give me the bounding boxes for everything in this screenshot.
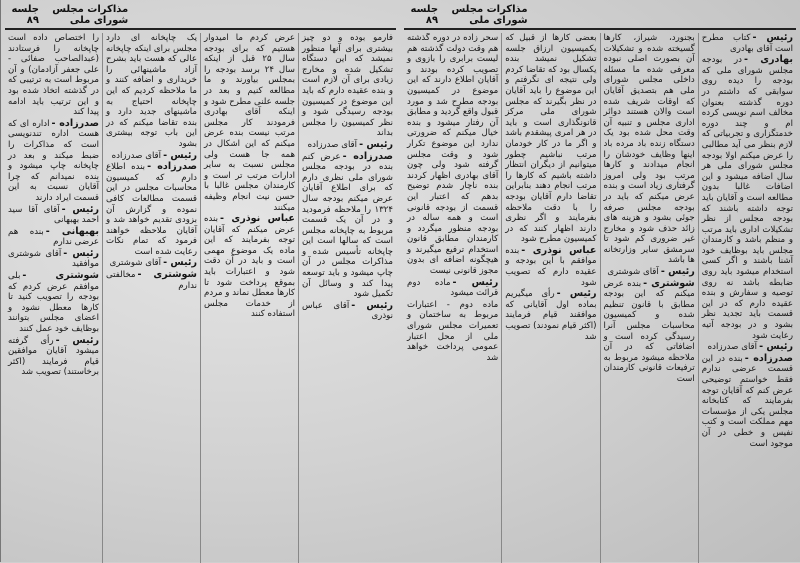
speech-text: رأی میگیریم بماده اول آقایانی که موافقند قیام فرمایند (اکثر قیام نمودند) تصویب شد (505, 289, 597, 342)
speaker-name: رئیس - (351, 299, 393, 311)
paragraph (505, 246, 596, 288)
paragraph (407, 300, 498, 364)
paragraph (106, 162, 197, 257)
paragraph (702, 342, 793, 353)
speech-text: در بودجه مجلس شورای ملی که بودجه را دیده روی سوابقی که داشتم در دوره گذشته بعنوان مخالف اسم نویسی کرده ام و چند دوره خدمتگزاری و تجربیاتی که لازم بنظر می آید مطالبی را عرض میکنم اولا بودجه مجلس شورای ملی هر سال اضافه میشود و این اضافات غالبا بدون مطالعه است و آقایان باید توجه داشته باشند که بودجه مجلس از نظر تشکیلات اداری باید مرتب و منظم باشد و کارمندان مجلس باید بوظایف خود آشنا باشند و اگر کسی استخدام میشود باید روی ضابطه باشد نه روی توصیه و سفارش و بنده عقیده دارم که در این قسمت باید تجدید نظر بشود و در بودجه آتیه رعایت شود (701, 55, 793, 341)
speech-text: فارمو بوده و دو چیز بیشتری برای آنها منظور نمیشد که این دستگاه تشکیل شده و مخارج زیادی برای آن لازم است و بنده عقیده دارم که باید این موضوع در کمیسیون بودجه رسیدگی شود و نظر کمیسیون را مجلس بداند (302, 33, 393, 139)
text-column (298, 33, 396, 563)
speaker-name: رئیس - (55, 334, 99, 346)
paragraph (505, 33, 596, 245)
text-column (600, 33, 698, 563)
publication-title: مذاکرات مجلس شورای ملی (451, 4, 528, 26)
speech-text: عرض کنم بنده در بودجه مجلس شورای ملی نظری دارم که برای اطلاع آقایان عرض میکنم بودجه سال ۱۳۲۴ را ملاحظه فرمودید و در آن یک قسمت مربوط به چاپخانه مجلس است که سالها است این چاپخانه تأسیس شده و مذاکرات مجلس در آن چاپ میشود و باید توسعه پیدا کند و وسائل آن تکمیل شود (302, 151, 393, 300)
speech-text: بنده در این قسمت عرضی ندارم فقط خواستم توضیحی عرض کنم که آقایان توجه بفرمایند که کتابخانه مجلس یکی از مؤسسات مهم مملکت است و کتب نفیس و خطی در آن موجود است (701, 353, 793, 449)
speaker-name: رئیس - (752, 33, 793, 43)
paragraph (604, 279, 695, 385)
paragraph (407, 33, 498, 277)
speaker-name: بهبهانی - (45, 225, 99, 237)
paragraph (702, 33, 793, 54)
speech-text: بلی موافقم عرض کردم که بودجه را تصویب کنید تا کارها معطل نشود و اعضای مجلس بتوانند بوظایف خود عمل کنند (8, 271, 99, 335)
text-column (698, 33, 796, 563)
session-number: جلسه ۸۹ (11, 4, 39, 26)
speech-text: بنده هم عرضی ندارم (8, 226, 99, 248)
speech-text: آقای شوشتری موافقید (8, 248, 99, 270)
paragraph (302, 140, 393, 151)
speech-text: آقای صدرزاده (111, 150, 162, 161)
speaker-name: رئیس - (61, 203, 99, 215)
paragraph (407, 278, 498, 299)
speech-text: بنده اطلاع دارم که کمیسیون محاسبات مجلس در این قسمت مطالعات کافی نموده و گزارش آن بزودی تقدیم خواهد شد و آقایان ملاحظه خواهند فرمود که تمام نکات رعایت شده است (106, 162, 197, 257)
speaker-name: رئیس - (359, 138, 393, 150)
page-header (404, 4, 796, 30)
paragraph (604, 33, 695, 266)
publication-title: مذاکرات مجلس شورای ملی (52, 4, 129, 26)
speech-text: بعضی کارها از قبیل که یکمیسیون ارزاق جلسه تشکیل نمیشد بنده یکسال بود که تقاضا کردم ولی نتیجه ای نگرفتم و این موضوع را باید آقایان در نظر بگیرند که مجلس شورای ملی مرکز قانونگذاری است و باید در هر امری پیشقدم باشد و اگر ما در کار خودمان مرتب نباشیم چطور میتوانیم از دیگران انتظار داشته باشیم که کارها را مرتب انجام دهند بنابراین تقاضا دارم آقایان بودجه را با دقت ملاحظه بفرمایند و اگر نظری دارند اظهار کنند که در کمیسیون مطرح شود (505, 33, 597, 245)
speaker-name: بهادری - (743, 54, 793, 66)
paragraph (302, 152, 393, 300)
speech-text: مخالفتی ندارم (106, 270, 197, 291)
page-number (528, 0, 790, 26)
paragraph (8, 249, 99, 270)
speech-text: آقای صدرزاده (707, 342, 758, 353)
speaker-name: رئیس - (163, 257, 197, 269)
session-number: جلسه ۸۹ (410, 4, 439, 26)
speaker-name: صدرزاده - (744, 352, 793, 364)
speaker-name: شوشتری - (643, 277, 695, 289)
speaker-name: رئیس - (163, 149, 197, 161)
paragraph (106, 33, 197, 150)
paragraph (604, 267, 695, 278)
paragraph (8, 33, 99, 118)
text-column (200, 33, 298, 563)
right-page (400, 0, 800, 562)
speaker-name: رئیس - (660, 266, 695, 278)
paragraph (106, 151, 197, 162)
speaker-name: رئیس - (556, 288, 597, 300)
page-header (5, 4, 396, 30)
left-page (0, 0, 400, 562)
paragraph (8, 205, 99, 226)
speech-text: را اختصاص داده است چاپخانه را فرستادند (عبدالصاحب صفائی - علی جعفر آزادمان) و آن مربوط است به ترتیبی که در گذشته اتخاذ شده بود و این ترتیب باید ادامه پیدا کند (8, 33, 99, 118)
paragraph (302, 33, 393, 139)
page-number (128, 0, 390, 26)
speaker-name: شوشتری - (137, 269, 197, 281)
text-column (501, 33, 599, 563)
paragraph (505, 289, 596, 342)
text-column (102, 33, 200, 563)
speech-text: آقای آقا سید احمد بهبهانی (8, 204, 99, 226)
speaker-name: شوشتری - (22, 270, 99, 282)
text-columns (404, 33, 796, 563)
speech-text: عرض کردم ما امیدوار هستیم که برای بودجه سال ۲۵ قبل از اینکه سال ۲۴ برسد بودجه را بمجلس بیاورند و ما مطالعه کنیم و بعد در جلسه علنی مطرح شود و اینکه آقای بهادری فرمودند کار مجلس مرتب نیست بنده عرض میکنم که این اشکال در همه جا هست ولی مجلس نسبت به سایر ادارات مرتب تر است و کارمندان مجلس غالبا با حسن نیت انجام وظیفه میکنند (204, 33, 296, 213)
speaker-name: رئیس - (759, 341, 793, 353)
speaker-name: عباس نوذری - (521, 244, 597, 256)
speech-text: آقای صدرزاده (307, 139, 358, 150)
text-column (404, 33, 501, 563)
speaker-name: رئیس - (63, 247, 99, 259)
speech-text: یک چاپخانه ای دارد مجلس برای اینکه چاپخانه عالی که هست باید بشرح آزاد ماشینهائی را خریداری و اضافه کنند و ما ملاحظه کردیم که این چاپخانه احتیاج به ماشینهای جدید دارد و بنده تقاضا میکنم که در این باب توجه بیشتری بشود (106, 33, 197, 149)
paragraph (8, 271, 99, 335)
text-column (5, 33, 102, 563)
speech-text: بنده عرض میکنم که این بودجه مطابق با قانون تنظیم شده و کمیسیون محاسبات مجلس آنرا رسیدگی کرده است و اضافاتی که در آن ملاحظه میشود مربوط به ترفیعات قانونی کارمندان است (603, 278, 695, 384)
speech-text: ماده دوم قرائت میشود (407, 277, 499, 299)
speech-text: بنده موافقم با این بودجه و عقیده دارم که تصویب شود (505, 245, 597, 288)
speech-text: کتاب مطرح است آقای بهادری (701, 33, 793, 54)
speech-text: رأی گرفته میشود آقایان موافقین قیام فرمایند (اکثر برخاستند) تصویب شد (8, 335, 99, 378)
speaker-name: عباس نوذری - (220, 213, 295, 225)
paragraph (302, 301, 393, 322)
speaker-name: رئیس - (452, 276, 499, 288)
speech-text: بجنورد، شیراز، کارها گسیخته شده و تشکیلات آن بصورت اصلی نبوده معرفی شده ما مسئله داخلی مجلس شورای ملی هم بتصدیق آقایان که اوقات شریف شده است والان هستند دوائر اداری مجلس و تنبیه آن وقت محل شده بود یک دستگاه زنده باد مرده باد اینها وظایف خودشان را انجام میدادند و کارها مرتب بود ولی امروز گرفتاری زیاد است و بنده عرض میکنم که باید در بودجه مجلس صرفه جوئی بشود و هزینه های زائد حذف شود و مخارج غیر ضروری کم شود تا سرمشق سایر وزارتخانه ها باشد (603, 33, 695, 266)
speech-text: بنده عرض میکنم که آقایان توجه بفرمایند که این ماده یک موضوع مهمی است و باید در آن دقت شود و اعتبارات باید بموقع پرداخت شود تا کارها معطل نماند و مردم از خدمات مجلس استفاده کنند (204, 214, 295, 320)
text-columns (5, 33, 396, 563)
speaker-name: صدرزاده - (51, 117, 99, 129)
paragraph (106, 270, 197, 291)
speech-text: آقای شوشتری (109, 258, 162, 269)
paragraph (702, 55, 793, 341)
paragraph (106, 258, 197, 269)
speaker-name: صدرزاده - (147, 161, 197, 173)
paragraph (8, 336, 99, 378)
speech-text: ماده دوم - اعتبارات مربوط به ساختمان و تعمیرات مجلس شورای ملی از محل اعتبار عمومی پرداخت خواهد شد (407, 299, 499, 363)
speech-text: سحر زاده در دوره گذشته هم وقت دولت گذشته هم لیست برابری را بازوی و تصویب کرده بودند و آقایان اطلاع دارند که این موضوع در کمیسیون بودجه مطرح شد و مورد قبول واقع گردید و مطابق آن رفتار میشود و بنده خیال میکنم که ضرورتی ندارد این موضوع تکرار شود و وقت مجلس گرفته شود ولی چون آقای بهادری اظهار کردند بنده ناچار شدم توضیح بدهم که اعتبار این قسمت از بودجه قانونی است و همه ساله در بودجه منظور میگردد و کارمندان مطابق قانون استخدام ترفیع میگیرند و هیچگونه اضافه ای بدون مجوز قانونی نیست (407, 33, 499, 277)
paragraph (8, 227, 99, 248)
speech-text: آقای عباس نوذری (302, 300, 393, 322)
speech-text: اداره ای که هست اداره تندنویسی است که مذاکرات را ضبط میکند و بعد در چاپخانه چاپ میشود و بنده نمیدانم که چرا آقایان نسبت به این قسمت ایراد دارند (8, 118, 99, 203)
paragraph (702, 354, 793, 449)
paragraph (204, 214, 295, 320)
paragraph (8, 119, 99, 204)
speaker-name: صدرزاده - (342, 150, 393, 162)
paragraph (204, 33, 295, 213)
speech-text: آقای شوشتری (607, 267, 659, 278)
